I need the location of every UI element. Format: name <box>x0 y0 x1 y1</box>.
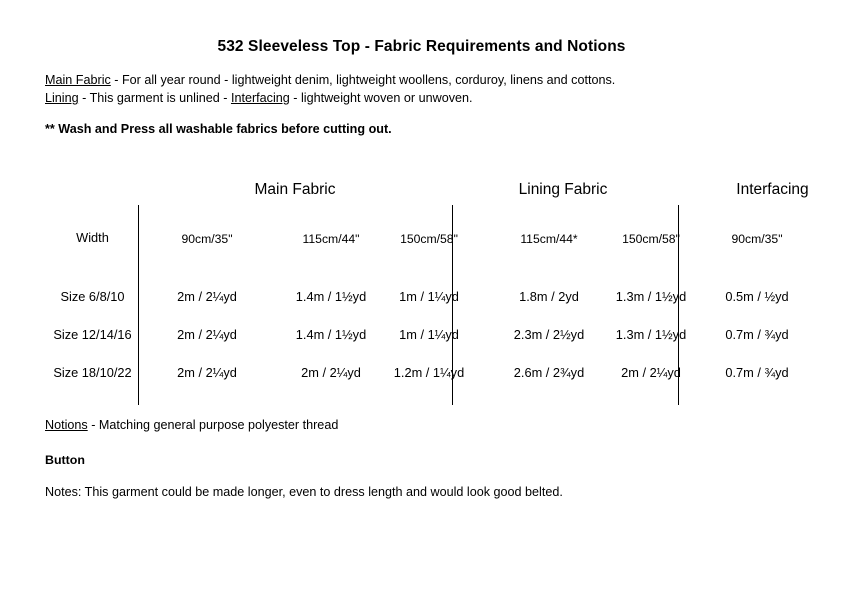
interfacing-label: Interfacing <box>230 91 290 105</box>
cell-1-4: 1.3m / 1½yd <box>615 327 687 342</box>
lining-text: - This garment is unlined - <box>78 91 231 105</box>
lining-line <box>45 89 785 107</box>
intro-paragraph <box>45 71 785 107</box>
notions-label: Notions <box>45 418 88 432</box>
column-header-5: 90cm/35" <box>731 232 783 246</box>
cell-0-0: 2m / 2¼yd <box>177 289 237 304</box>
main-fabric-line <box>45 71 785 89</box>
main-fabric-label: Main Fabric <box>45 73 111 87</box>
row-label-1: Size 12/14/16 <box>53 327 132 342</box>
cell-1-2: 1m / 1¼yd <box>399 327 459 342</box>
cell-2-1: 2m / 2¼yd <box>301 365 361 380</box>
row-label-0: Size 6/8/10 <box>60 289 125 304</box>
column-header-3: 115cm/44* <box>520 232 578 246</box>
cell-1-3: 2.3m / 2½yd <box>513 327 585 342</box>
lining-label: Lining <box>45 91 79 105</box>
wash-press-note: ** Wash and Press all washable fabrics before cutting out. <box>45 122 392 136</box>
cell-2-3: 2.6m / 2¾yd <box>513 365 585 380</box>
cell-1-0: 2m / 2¼yd <box>177 327 237 342</box>
cell-0-3: 1.8m / 2yd <box>519 289 579 304</box>
group-header-main-fabric: Main Fabric <box>254 181 336 198</box>
width-header: Width <box>76 230 109 245</box>
column-header-0: 90cm/35" <box>181 232 233 246</box>
row-label-2: Size 18/10/22 <box>53 365 132 380</box>
notions-text: - Matching general purpose polyester thread <box>87 418 339 432</box>
table-header-row <box>40 227 805 247</box>
cell-2-2: 1.2m / 1¼yd <box>393 365 465 380</box>
cell-0-5: 0.5m / ½yd <box>725 289 789 304</box>
group-header-interfacing: Interfacing <box>736 181 809 198</box>
cell-2-0: 2m / 2¼yd <box>177 365 237 380</box>
notes-line: Notes: This garment could be made longer, even to dress length and would look good belted. <box>45 485 563 499</box>
group-header-lining-fabric: Lining Fabric <box>518 181 608 198</box>
cell-0-4: 1.3m / 1½yd <box>615 289 687 304</box>
column-header-4: 150cm/58" <box>622 232 680 246</box>
cell-1-5: 0.7m / ¾yd <box>725 327 789 342</box>
column-header-2: 150cm/58" <box>400 232 458 246</box>
button-notion-label: Button <box>45 453 85 467</box>
fabric-requirements-table <box>40 175 809 405</box>
interfacing-text: - lightweight woven or unwoven. <box>289 91 473 105</box>
page-title: 532 Sleeveless Top - Fabric Requirements and Notions <box>217 38 626 55</box>
main-fabric-text: - For all year round - lightweight denim, lightweight woollens, corduroy, linens and cottons. <box>110 73 616 87</box>
cell-1-1: 1.4m / 1½yd <box>295 327 367 342</box>
notions-line <box>45 418 338 432</box>
cell-2-5: 0.7m / ¾yd <box>725 365 789 380</box>
cell-2-4: 2m / 2¼yd <box>621 365 681 380</box>
cell-0-1: 1.4m / 1½yd <box>295 289 367 304</box>
cell-0-2: 1m / 1¼yd <box>399 289 459 304</box>
column-header-1: 115cm/44" <box>302 232 360 246</box>
